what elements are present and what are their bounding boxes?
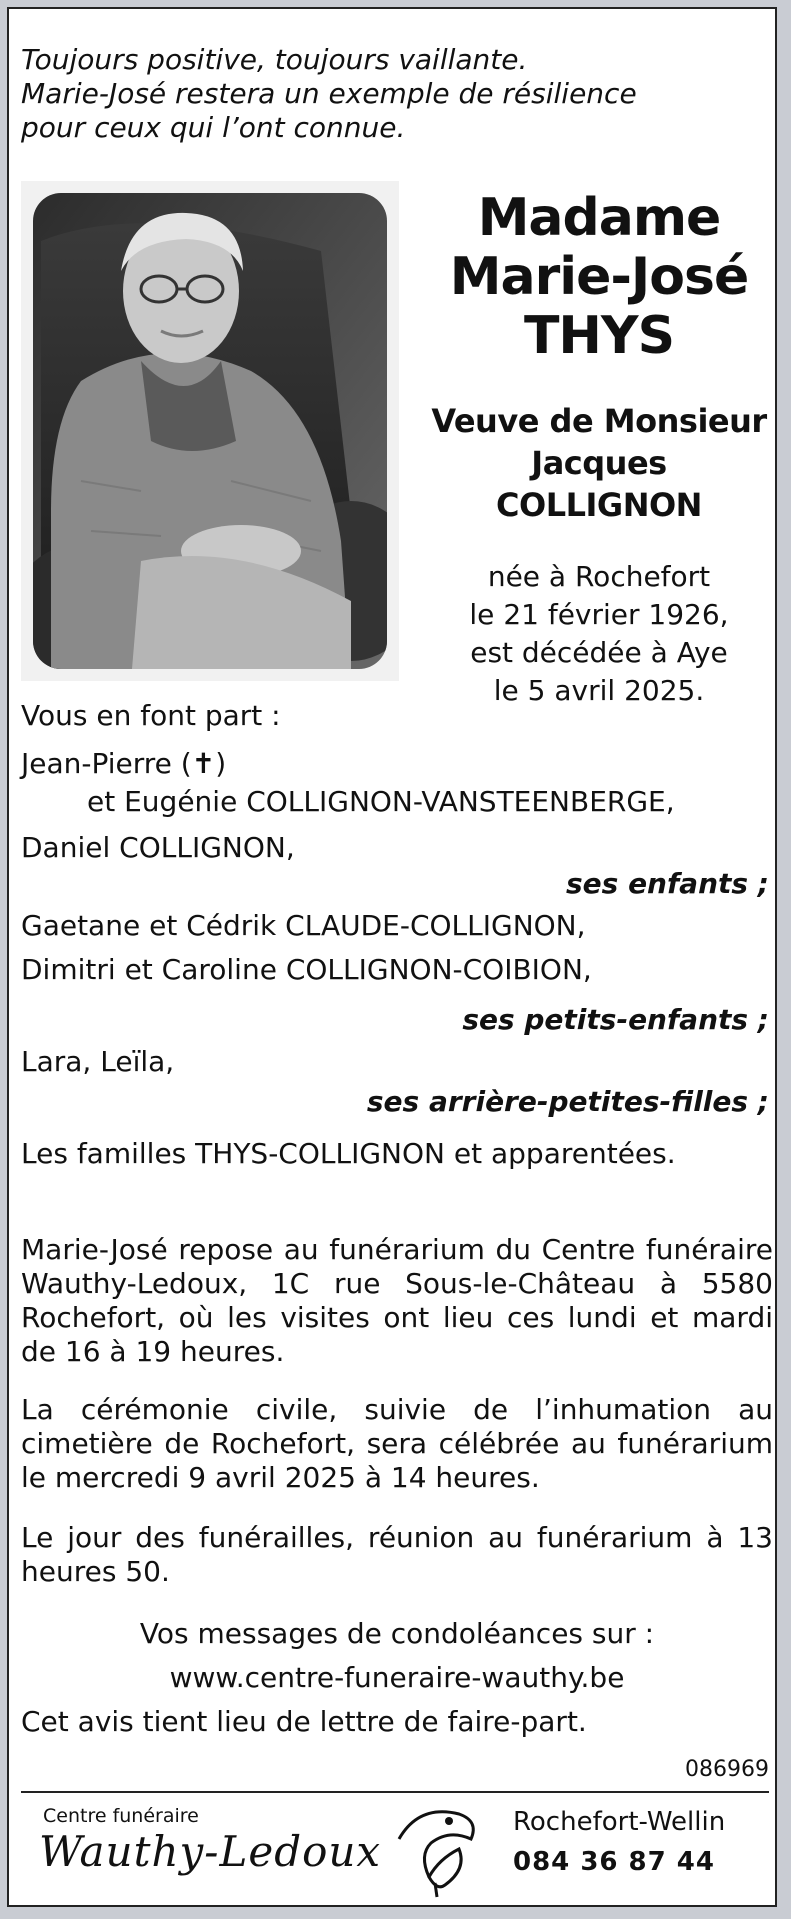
widow-line: Jacques COLLIGNON — [496, 444, 702, 524]
last-name: THYS — [523, 306, 675, 366]
grandchild-line: Gaetane et Cédrik CLAUDE-COLLIGNON, — [21, 909, 586, 942]
child-line: et Eugénie COLLIGNON-VANSTEENBERGE, — [87, 785, 675, 818]
funeral-home-phone[interactable]: 084 36 87 44 — [513, 1847, 715, 1877]
birth-line: née à Rochefort — [487, 560, 711, 593]
funeral-home-label: Centre funéraire — [43, 1805, 199, 1827]
birth-line: le 21 février 1926, — [469, 598, 729, 631]
deceased-name-block — [429, 189, 769, 710]
ceremony-paragraph: La cérémonie civile, suivie de l’inhumation au cimetière de Rochefort, sera célébrée au funérarium le mercredi 9 avril 2025 à 14 heures. — [21, 1393, 773, 1494]
closing-note: Cet avis tient lieu de lettre de faire-part. — [21, 1705, 587, 1738]
grandchild-line: Dimitri et Caroline COLLIGNON-COIBION, — [21, 953, 592, 986]
reference-number: 086969 — [685, 1757, 769, 1782]
funeral-home-location: Rochefort-Wellin — [513, 1807, 726, 1837]
portrait-illustration — [21, 181, 399, 681]
first-name: Marie-José — [449, 247, 749, 307]
portrait-photo — [21, 181, 399, 681]
honorific: Madame — [477, 188, 721, 248]
quote-line: Toujours positive, toujours vaillante. — [21, 43, 528, 76]
death-line: le 5 avril 2025. — [493, 674, 705, 707]
child-line: Daniel COLLIGNON, — [21, 831, 295, 864]
family-intro: Vous en font part : — [21, 699, 281, 732]
condolences-website-link[interactable]: www.centre-funeraire-wauthy.be — [169, 1661, 625, 1694]
great-grandchild-line: Lara, Leïla, — [21, 1045, 175, 1078]
cross-icon: ✝ — [191, 747, 216, 780]
memorial-quote — [21, 43, 761, 145]
meeting-paragraph: Le jour des funérailles, réunion au funérarium à 13 heures 50. — [21, 1521, 773, 1588]
death-line: est décédée à Aye — [470, 636, 728, 669]
condolences-label: Vos messages de condoléances sur : — [139, 1617, 655, 1650]
birth-death-details — [429, 558, 769, 710]
funeral-home-brand: Wauthy-Ledoux — [39, 1827, 382, 1876]
calla-lily-logo-icon — [379, 1799, 489, 1903]
footer-divider — [21, 1791, 769, 1793]
children-role: ses enfants ; — [566, 867, 769, 900]
great-grandchildren-role: ses arrière-petites-filles ; — [366, 1085, 769, 1118]
widow-of — [429, 400, 769, 526]
quote-line: pour ceux qui l’ont connue. — [21, 111, 406, 144]
viewing-paragraph: Marie-José repose au funérarium du Centre funéraire Wauthy-Ledoux, 1C rue Sous-le-Château à 5580 Rochefort, où les visites ont lieu ces lundi et mardi de 16 à 19 heures. — [21, 1233, 773, 1368]
child-line: Jean-Pierre (✝) — [21, 747, 227, 780]
widow-line: Veuve de Monsieur — [431, 402, 767, 440]
quote-line: Marie-José restera un exemple de résilience — [21, 77, 637, 110]
grandchildren-role: ses petits-enfants ; — [462, 1003, 769, 1036]
extended-families: Les familles THYS-COLLIGNON et apparentées. — [21, 1137, 676, 1170]
obituary-notice — [7, 7, 777, 1907]
